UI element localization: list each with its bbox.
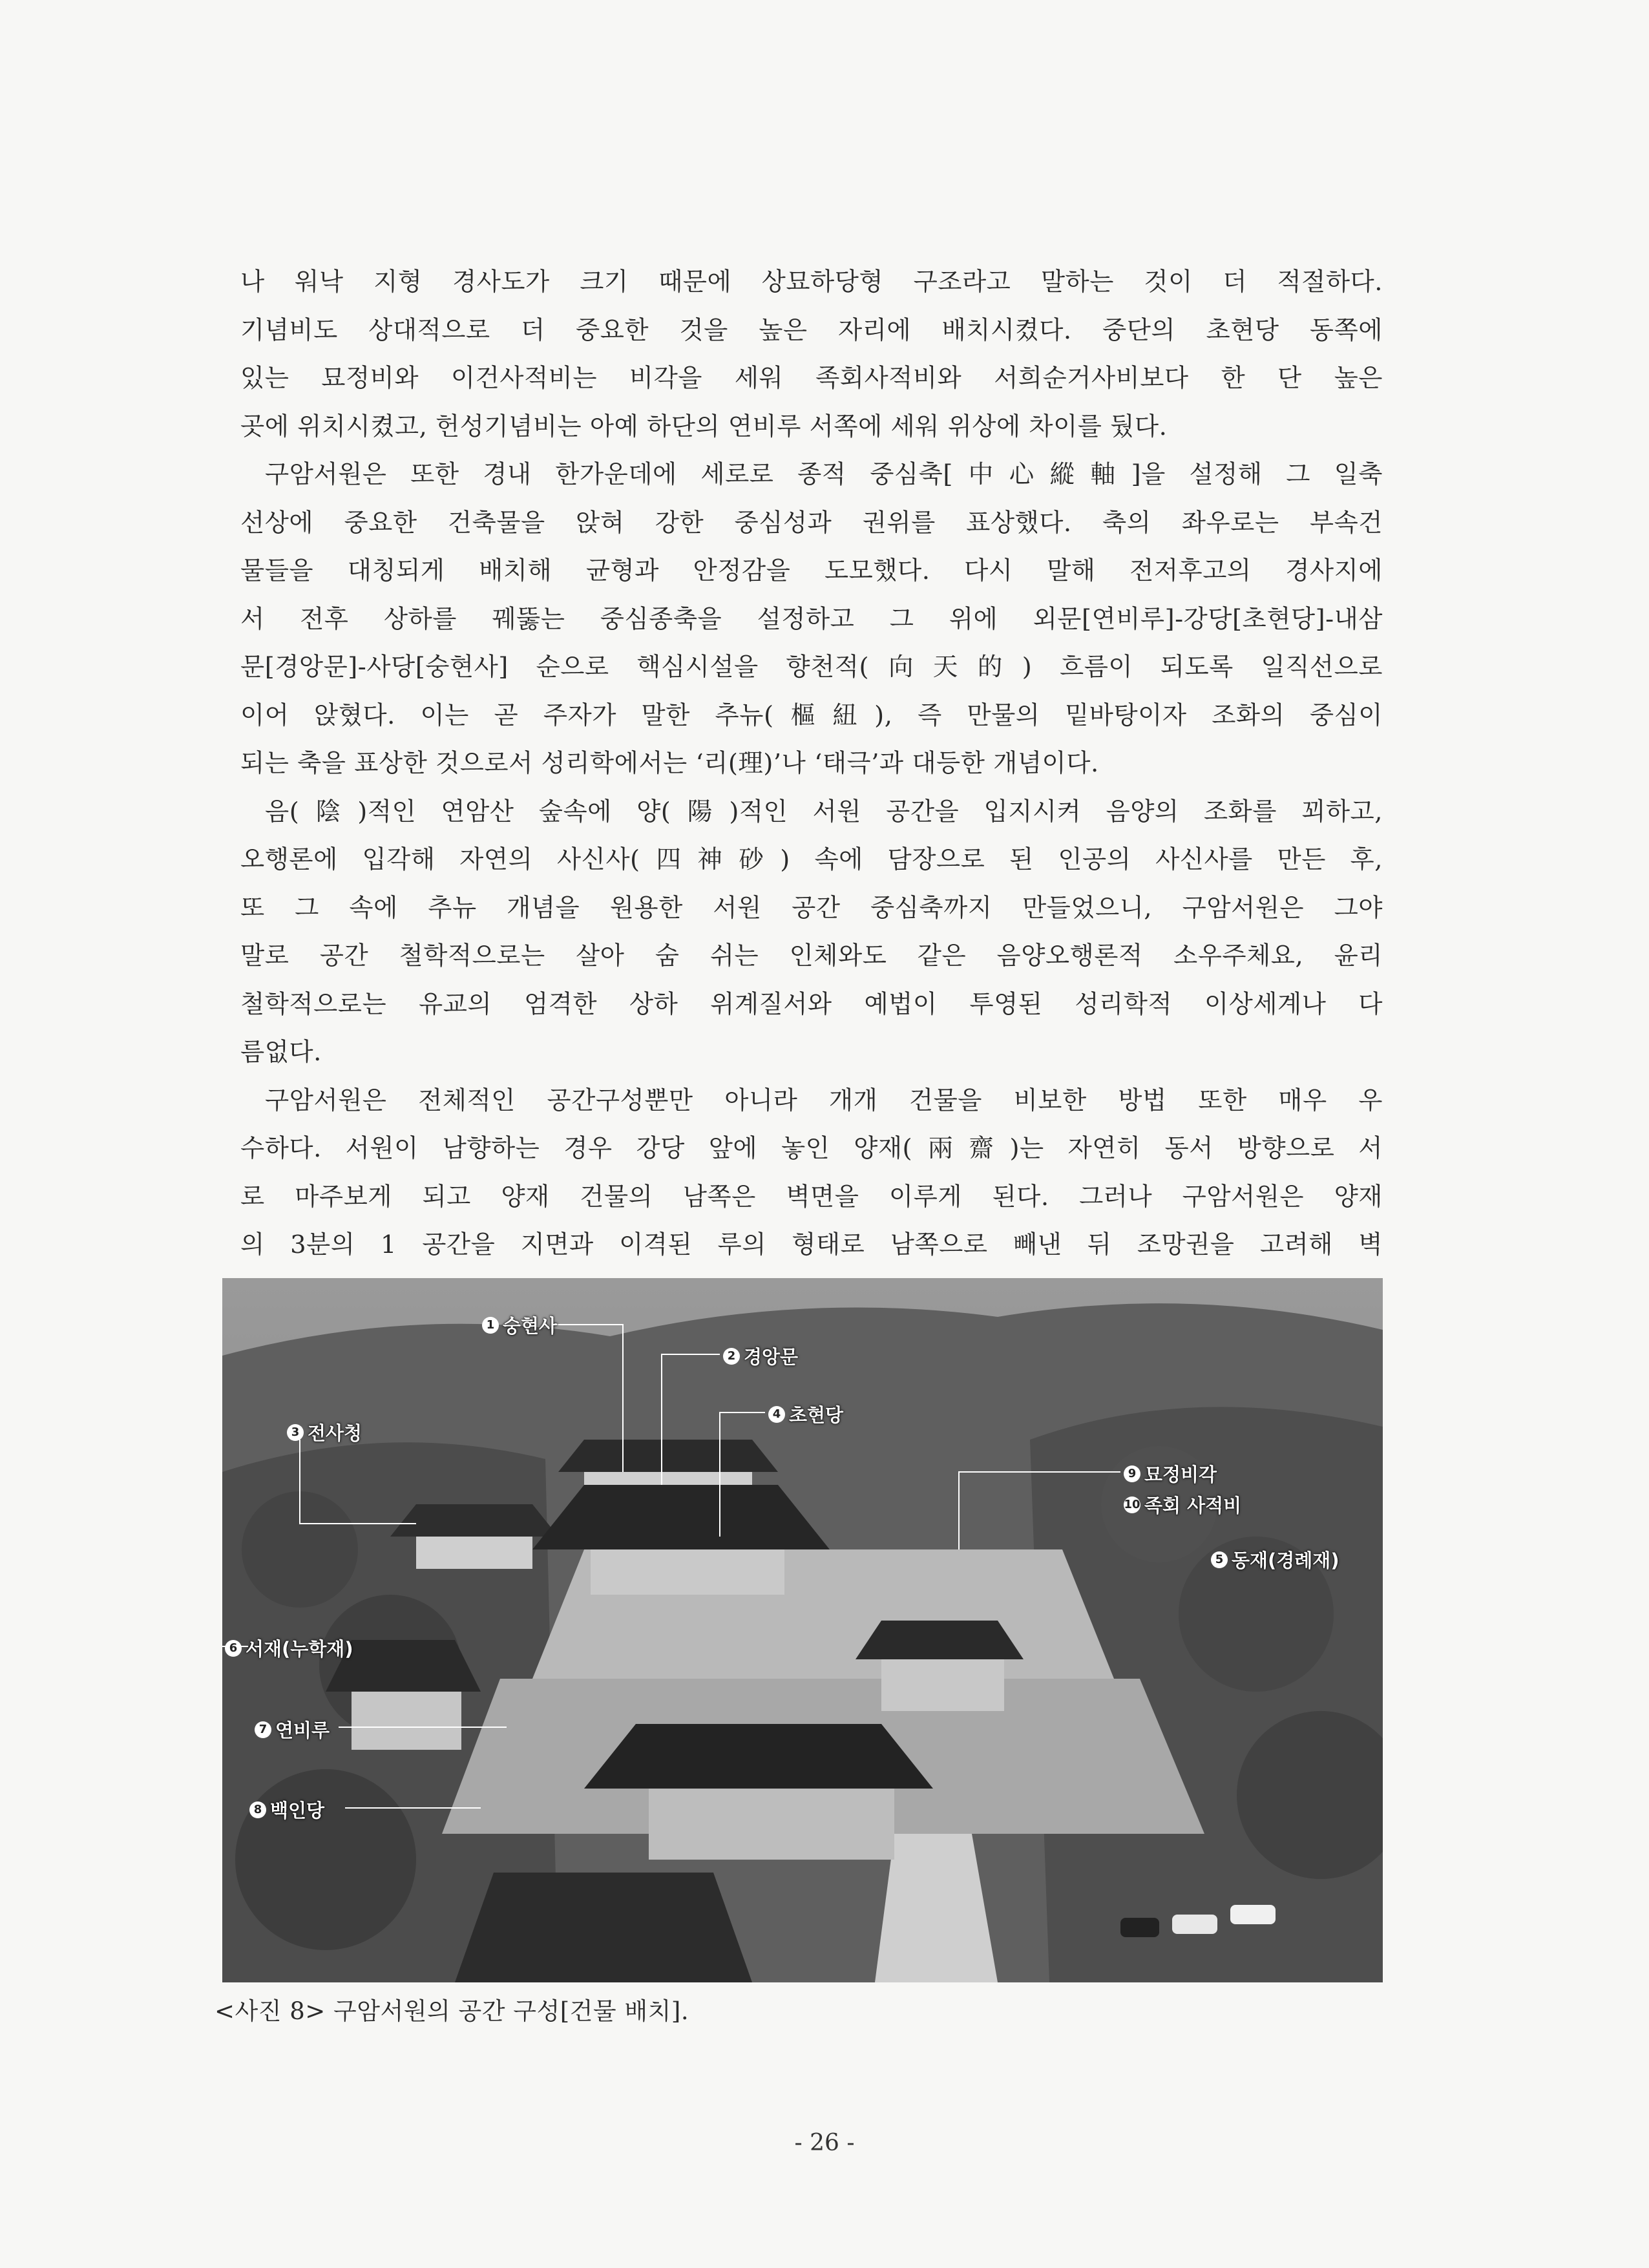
text-line: 철학적으로는 유교의 엄격한 상하 위계질서와 예법이 투영된 성리학적 이상세계나 다: [240, 989, 1383, 1019]
photo-label-9: 9 묘정비각: [1124, 1460, 1217, 1487]
text-line: 서 전후 상하를 꿰뚫는 중심종축을 설정하고 그 위에 외문[연비루]-강당[초현당]-내삼: [240, 604, 1383, 634]
page-number: - 26 -: [794, 2130, 855, 2156]
photo-label-5: 5 동재(경례재): [1211, 1546, 1339, 1573]
text-line: 이어 앉혔다. 이는 곧 주자가 말한 추뉴(樞紐), 즉 만물의 밑바탕이자 조화의 중심이: [240, 700, 1383, 730]
text-line: 구암서원은 전체적인 공간구성뿐만 아니라 개개 건물을 비보한 방법 또한 매우 우: [265, 1086, 1383, 1115]
body-text: [240, 258, 1383, 1270]
text-line: 선상에 중요한 건축물을 앉혀 강한 중심성과 권위를 표상했다. 축의 좌우로는 부속건: [240, 508, 1383, 538]
text-line: 말로 공간 철학적으로는 살아 숨 쉬는 인체와도 같은 음양오행론적 소우주체요, 윤리: [240, 941, 1383, 971]
text-line: 기념비도 상대적으로 더 중요한 것을 높은 자리에 배치시켰다. 중단의 초현당 동쪽에: [240, 315, 1383, 345]
text-line: 또 그 속에 추뉴 개념을 원용한 서원 공간 중심축까지 만들었으니, 구암서원은 그야: [240, 893, 1383, 923]
text-line: 로 마주보게 되고 양재 건물의 남쪽은 벽면을 이루게 된다. 그러나 구암서원은 양재: [240, 1182, 1383, 1212]
text-line: 곳에 위치시켰고, 헌성기념비는 아예 하단의 연비루 서쪽에 세워 위상에 차이를 뒀다.: [240, 412, 1168, 441]
text-line: 구암서원은 또한 경내 한가운데에 세로로 종적 중심축[中心縱軸]을 설정해 그 일축: [265, 460, 1383, 489]
photo-label-1: 1 숭현사: [482, 1312, 557, 1338]
text-line: 되는 축을 표상한 것으로서 성리학에서는 ‘리(理)’나 ‘태극’과 대등한 개념이다.: [240, 749, 1099, 778]
building-baekindang: [455, 1873, 752, 1982]
photo-label-4: 4 초현당: [768, 1401, 843, 1427]
text-line: 수하다. 서원이 남향하는 경우 강당 앞에 놓인 양재(兩齋)는 자연히 동서 방향으로 서: [240, 1134, 1383, 1163]
photo-seowon-layout: [222, 1278, 1383, 1982]
text-line: 나 워낙 지형 경사도가 크기 때문에 상묘하당형 구조라고 말하는 것이 더 적절하다.: [240, 268, 1383, 297]
aerial-photo-illustration: [222, 1278, 1383, 1982]
text-line: 의 3분의 1 공간을 지면과 이격된 루의 형태로 남쪽으로 빼낸 뒤 조망권을 고려해 벽: [240, 1230, 1383, 1259]
photo-label-6: 6 서재(누학재): [225, 1635, 353, 1661]
photo-label-7: 7 연비루: [255, 1716, 330, 1743]
photo-label-10: 10 족회 사적비: [1124, 1495, 1242, 1517]
text-line: 있는 묘정비와 이건사적비는 비각을 세워 족회사적비와 서희순거사비보다 한 단 높은: [240, 364, 1383, 393]
text-line: 문[경앙문]-사당[숭현사] 순으로 핵심시설을 향천적(向天的) 흐름이 되도록 일직선으로: [240, 653, 1383, 682]
photo-label-2: 2 경앙문: [723, 1343, 798, 1369]
photo-label-8: 8 백인당: [249, 1796, 324, 1823]
text-line: 름없다.: [240, 1038, 322, 1067]
photo-caption: <사진 8> 구암서원의 공간 구성[건물 배치].: [215, 1997, 689, 2025]
text-line: 오행론에 입각해 자연의 사신사(四神砂) 속에 담장으로 된 인공의 사신사를 만든 후,: [240, 845, 1383, 874]
text-line: 물들을 대칭되게 배치해 균형과 안정감을 도모했다. 다시 말해 전저후고의 경사지에: [240, 556, 1383, 585]
photo-label-3: 3 전사청: [287, 1419, 362, 1445]
text-line: 음(陰)적인 연암산 숲속에 양(陽)적인 서원 공간을 입지시켜 음양의 조화를 꾀하고,: [265, 797, 1383, 826]
